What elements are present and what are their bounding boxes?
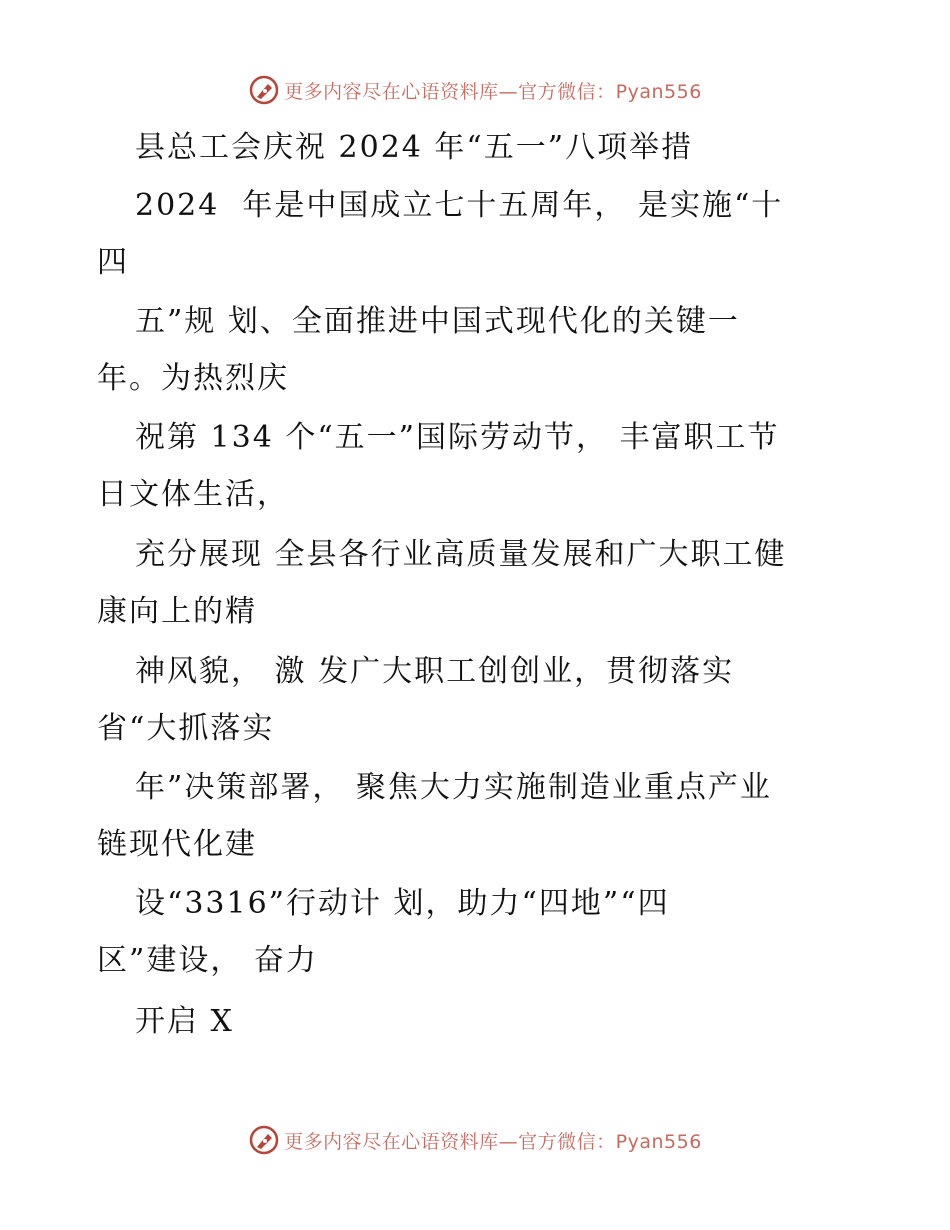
paragraph-line: 五”规 划、全面推进中国式现代化的关键一: [135, 304, 740, 339]
pen-nib-logo-icon: [248, 1124, 280, 1156]
document-title: 县总工会庆祝 2024 年“五一”八项举措: [135, 130, 694, 165]
paragraph-line: 充分展现 全县各行业高质量发展和广大职工健: [135, 537, 787, 572]
paragraph-line: 年。为热烈庆: [97, 361, 289, 396]
paragraph-line: 区”建设， 奋力: [97, 943, 318, 978]
paragraph-line: 年”决策部署， 聚焦大力实施制造业重点产业: [135, 770, 772, 805]
paragraph-line: 链现代化建: [97, 827, 257, 862]
watermark-text: 更多内容尽在心语资料库—官方微信：Pyan556: [284, 80, 702, 103]
footer-watermark-banner: [0, 1120, 950, 1160]
paragraph-line: 日文体生活，: [97, 477, 289, 512]
paragraph-line: 四: [97, 245, 129, 280]
paragraph-line: 设“3316”行动计 划，助力“四地”“四: [135, 886, 670, 921]
paragraph-line: 祝第 134 个“五一”国际劳动节， 丰富职工节: [135, 420, 780, 455]
paragraph-line: 康向上的精: [97, 594, 257, 629]
pen-nib-logo-icon: [248, 74, 280, 106]
paragraph-line: 神风貌， 激 发广大职工创创业，贯彻落实: [135, 654, 735, 689]
header-watermark-banner: [0, 70, 950, 110]
paragraph-line: 2024 年是中国成立七十五周年， 是实施“十: [135, 188, 784, 223]
paragraph-line: 开启 X: [135, 1004, 234, 1039]
watermark-text: 更多内容尽在心语资料库—官方微信：Pyan556: [284, 1130, 702, 1153]
paragraph-line: 省“大抓落实: [97, 711, 275, 746]
